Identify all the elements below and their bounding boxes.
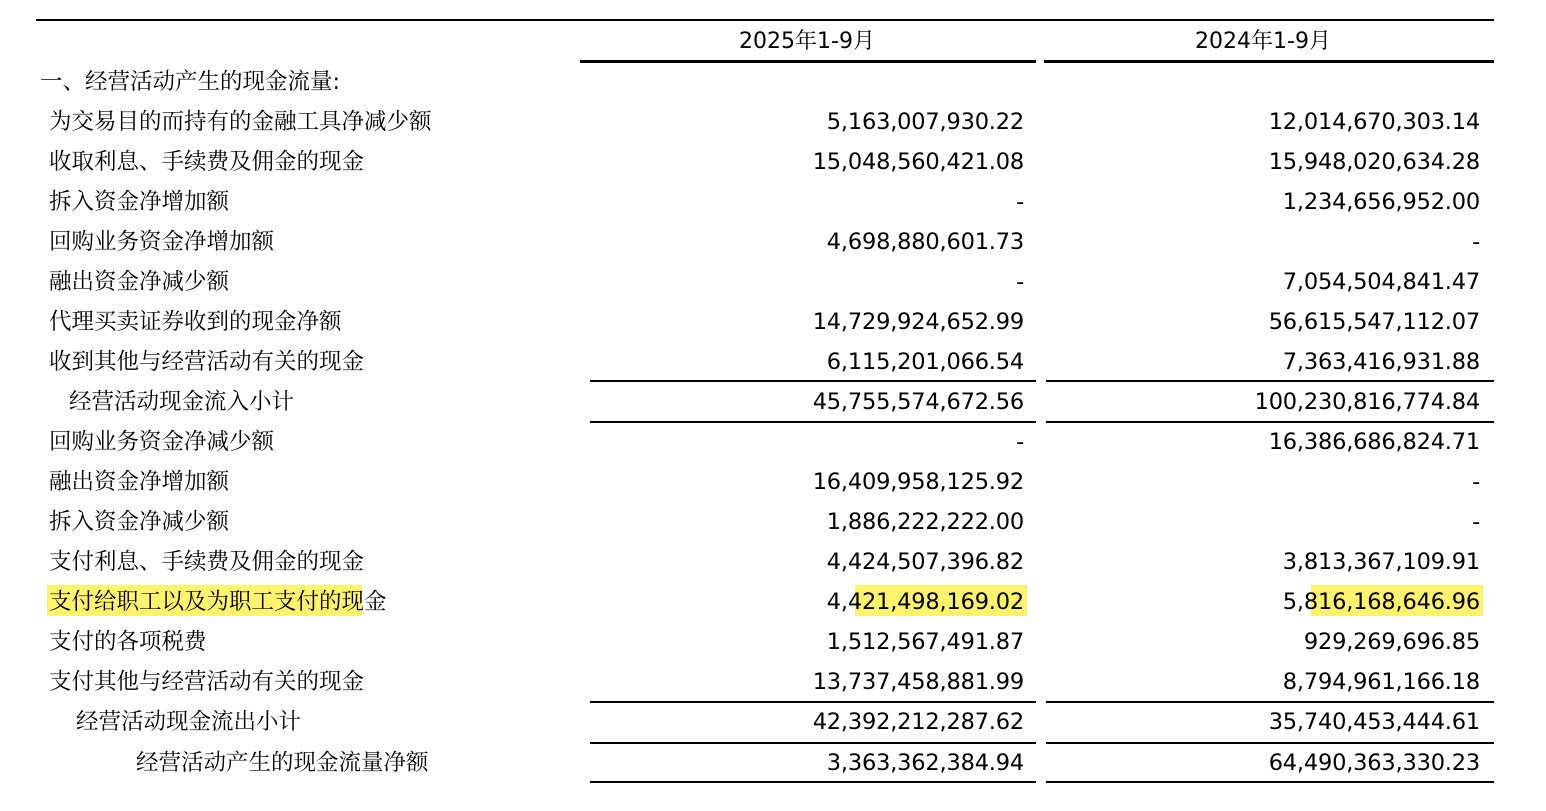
value-2025: 4,424,507,396.82 xyxy=(826,549,1024,575)
value-2025: 15,048,560,421.08 xyxy=(812,149,1024,175)
table-row xyxy=(0,104,1546,144)
value-2025: 6,115,201,066.54 xyxy=(826,349,1024,375)
table-row xyxy=(0,264,1546,304)
row-label: 融出资金净减少额 xyxy=(49,269,230,295)
row-label: 支付给职工以及为职工支付的现金 xyxy=(49,589,387,615)
value-2024: 7,054,504,841.47 xyxy=(1282,269,1480,295)
value-2024: 16,386,686,824.71 xyxy=(1268,429,1480,455)
table-row xyxy=(0,424,1546,464)
table-row xyxy=(0,224,1546,264)
value-2024: 56,615,547,112.07 xyxy=(1268,309,1480,335)
top-rule xyxy=(36,19,1494,21)
value-2024: 35,740,453,444.61 xyxy=(1268,709,1480,735)
net-underline-2024 xyxy=(1046,781,1494,783)
row-label: 经营活动产生的现金流量净额 xyxy=(136,750,429,776)
value-2024: 64,490,363,330.23 xyxy=(1268,750,1480,776)
subtotal-row xyxy=(0,704,1546,744)
row-label: 经营活动现金流出小计 xyxy=(76,709,302,735)
table-row xyxy=(0,144,1546,184)
subtotal-rule-2024 xyxy=(1046,380,1494,382)
row-label: 代理买卖证券收到的现金净额 xyxy=(49,309,342,335)
row-label: 回购业务资金净增加额 xyxy=(49,229,275,255)
value-2025: 1,512,567,491.87 xyxy=(826,629,1024,655)
value-2025: - xyxy=(1016,189,1024,215)
value-2025: 14,729,924,652.99 xyxy=(812,309,1024,335)
section-title: 一、经营活动产生的现金流量: xyxy=(40,69,341,95)
value-2024: 5,816,168,646.96 xyxy=(1282,589,1480,615)
header-underline-2025 xyxy=(580,60,1036,63)
header-underline-2024 xyxy=(1044,60,1494,63)
net-rule-2024 xyxy=(1046,742,1494,744)
subtotal-row xyxy=(0,384,1546,424)
subtotal-rule-2024 xyxy=(1046,701,1494,703)
column-header-2025: 2025年1-9月 xyxy=(739,29,875,54)
net-rule-2025 xyxy=(590,742,1036,744)
net-underline-2025 xyxy=(590,781,1036,783)
value-2024: 7,363,416,931.88 xyxy=(1282,349,1480,375)
value-2024: 8,794,961,166.18 xyxy=(1282,669,1480,695)
value-2025: 16,409,958,125.92 xyxy=(812,469,1024,495)
row-label: 回购业务资金净减少额 xyxy=(49,429,275,455)
value-2025: 4,698,880,601.73 xyxy=(826,229,1024,255)
value-2024: 929,269,696.85 xyxy=(1303,629,1480,655)
value-2024: - xyxy=(1472,469,1480,495)
table-row xyxy=(0,184,1546,224)
table-row xyxy=(0,304,1546,344)
value-2024: 100,230,816,774.84 xyxy=(1254,389,1480,415)
value-2024: 12,014,670,303.14 xyxy=(1268,109,1480,135)
value-2025: - xyxy=(1016,429,1024,455)
value-2025: 3,363,362,384.94 xyxy=(826,750,1024,776)
table-row xyxy=(0,664,1546,704)
row-label: 为交易目的而持有的金融工具净减少额 xyxy=(49,109,432,135)
table-row xyxy=(0,344,1546,384)
table-row xyxy=(0,624,1546,664)
value-2024: 1,234,656,952.00 xyxy=(1282,189,1480,215)
row-label: 支付利息、手续费及佣金的现金 xyxy=(49,549,365,575)
subtotal-underline-2024 xyxy=(1046,421,1494,423)
subtotal-rule-2025 xyxy=(590,380,1036,382)
table-row xyxy=(0,464,1546,504)
value-2024: - xyxy=(1472,509,1480,535)
row-label: 经营活动现金流入小计 xyxy=(69,389,295,415)
row-label: 支付其他与经营活动有关的现金 xyxy=(49,669,365,695)
row-label: 融出资金净增加额 xyxy=(49,469,230,495)
net-total-row xyxy=(0,745,1546,785)
value-2025: 1,886,222,222.00 xyxy=(826,509,1024,535)
highlighted-row xyxy=(0,584,1546,624)
value-2024: 3,813,367,109.91 xyxy=(1282,549,1480,575)
value-2025: 13,737,458,881.99 xyxy=(812,669,1024,695)
row-label: 拆入资金净增加额 xyxy=(49,189,230,215)
value-2025: 42,392,212,287.62 xyxy=(812,709,1024,735)
row-label: 收取利息、手续费及佣金的现金 xyxy=(49,149,365,175)
row-label: 收到其他与经营活动有关的现金 xyxy=(49,349,365,375)
value-2025: 5,163,007,930.22 xyxy=(826,109,1024,135)
table-row xyxy=(0,544,1546,584)
value-2025: - xyxy=(1016,269,1024,295)
column-header-2024: 2024年1-9月 xyxy=(1195,29,1331,54)
value-2024: 15,948,020,634.28 xyxy=(1268,149,1480,175)
row-label: 支付的各项税费 xyxy=(49,629,207,655)
row-label: 拆入资金净减少额 xyxy=(49,509,230,535)
table-row xyxy=(0,504,1546,544)
value-2025: 4,421,498,169.02 xyxy=(826,589,1024,615)
value-2025: 45,755,574,672.56 xyxy=(812,389,1024,415)
subtotal-rule-2025 xyxy=(590,701,1036,703)
subtotal-underline-2025 xyxy=(590,421,1036,423)
value-2024: - xyxy=(1472,229,1480,255)
